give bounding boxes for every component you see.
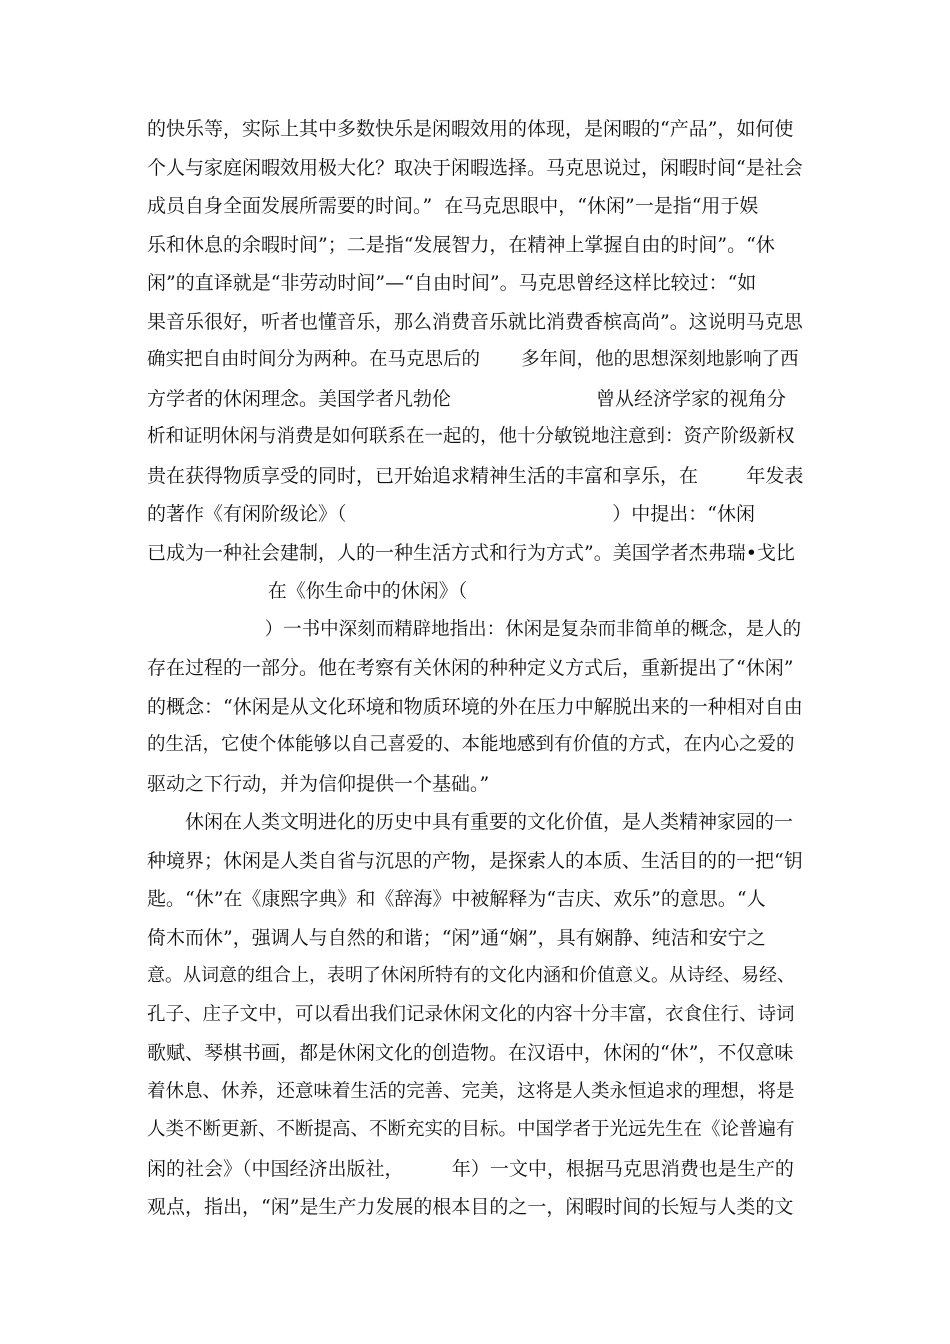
text-line: 孔子、庄子文中，可以看出我们记录休闲文化的内容十分丰富，衣食住行、诗词: [147, 1004, 795, 1025]
text-line: ）一书中深刻而精辟地指出：休闲是复杂而非简单的概念，是人的: [147, 619, 802, 640]
text-line: 在《你生命中的休闲》（: [147, 580, 468, 602]
text-line: 人类不断更新、不断提高、不断充实的目标。中国学者于光远先生在《论普遍有: [147, 1119, 795, 1140]
text-line: 休闲在人类文明进化的历史中具有重要的文化价值，是人类精神家园的一: [185, 811, 794, 833]
text-line: 匙。“休”在《康熙字典》和《辞海》中被解释为“吉庆、欢乐”的意思。“人: [147, 888, 766, 910]
text-line: 歌赋、琴棋书画，都是休闲文化的创造物。在汉语中，休闲的“休”，不仅意味: [147, 1042, 794, 1064]
text-line: 个人与家庭闲暇效用极大化？取决于闲暇选择。马克思说过，闲暇时间“是社会: [147, 157, 803, 179]
text-line: 析和证明休闲与消费是如何联系在一起的，他十分敏锐地注意到：资产阶级新权: [147, 426, 795, 447]
text-line: 倚木而休”，强调人与自然的和谐；“闲”通“娴”，具有娴静、纯洁和安宁之: [147, 927, 766, 949]
text-line: 闲的社会》（中国经济出版社， 年）一文中，根据马克思消费也是生产的: [147, 1158, 794, 1180]
text-line: 方学者的休闲理念。美国学者凡勃伦 曾从经济学家的视角分: [147, 388, 786, 410]
text-line: 贵在获得物质享受的同时，已开始追求精神生活的丰富和享乐，在 年发表: [147, 465, 804, 487]
text-line: 闲”的直译就是“非劳动时间”—“自由时间”。马克思曾经这样比较过：“如: [147, 272, 757, 294]
text-line: 的生活，它使个体能够以自己喜爱的、本能地感到有价值的方式，在内心之爱的: [147, 734, 795, 755]
text-line: 乐和休息的余暇时间”；二是指“发展智力，在精神上掌握自由的时间”。“休: [147, 234, 775, 256]
text-line: 观点，指出，“闲”是生产力发展的根本目的之一，闲暇时间的长短与人类的文: [147, 1196, 794, 1218]
text-line: 的著作《有闲阶级论》（ ）中提出：“休闲: [147, 503, 755, 525]
text-line: 意。从词意的组合上，表明了休闲所特有的文化内涵和价值意义。从诗经、易经、: [147, 965, 795, 986]
text-line: 的快乐等，实际上其中多数快乐是闲暇效用的体现，是闲暇的“产品”，如何使: [147, 118, 794, 140]
text-line: 确实把自由时间分为两种。在马克思后的 多年间，他的思想深刻地影响了西: [147, 349, 799, 370]
text-line: 已成为一种社会建制，人的一种生活方式和行为方式”。美国学者杰弗瑞•戈比: [147, 542, 795, 564]
text-line: 的概念：“休闲是从文化环境和物质环境的外在压力中解脱出来的一种相对自由: [147, 696, 803, 718]
text-line: 果音乐很好，听者也懂音乐，那么消费音乐就比消费香槟高尚”。这说明马克思: [147, 311, 803, 333]
text-line: 成员自身全面发展所需要的时间。” 在马克思眼中，“休闲”一是指“用于娱: [147, 195, 759, 217]
text-line: 存在过程的一部分。他在考察有关休闲的种种定义方式后，重新提出了“休闲”: [147, 657, 794, 679]
text-line: 种境界；休闲是人类自省与沉思的产物，是探索人的本质、生活目的的一把“钥: [147, 850, 803, 872]
text-line: 驱动之下行动，并为信仰提供一个基础。”: [147, 773, 490, 795]
text-line: 着休息、休养，还意味着生活的完善、完美，这将是人类永恒追求的理想，将是: [147, 1081, 795, 1102]
